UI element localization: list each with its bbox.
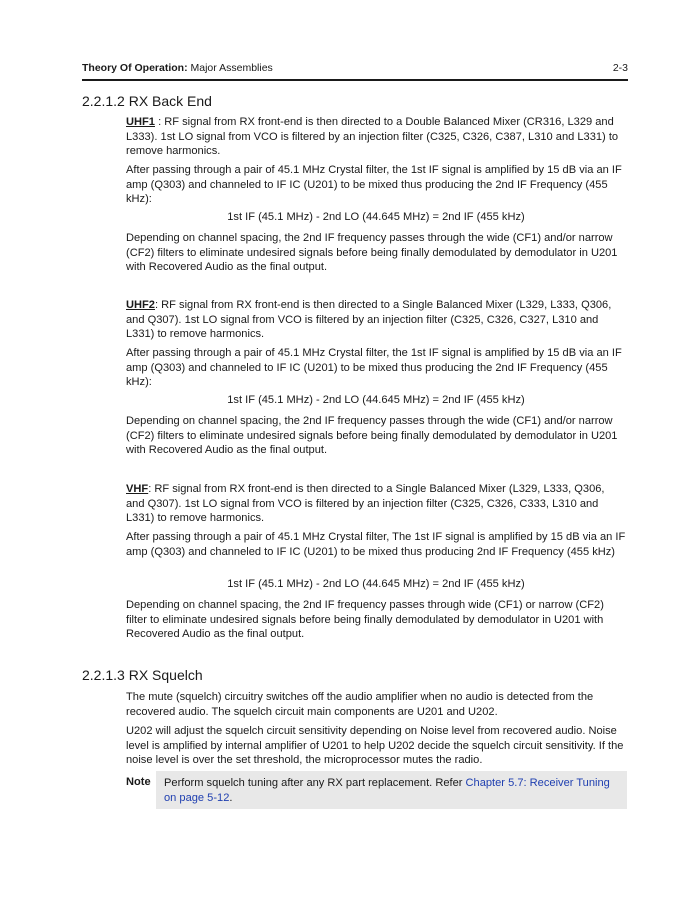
note-body: Perform squelch tuning after any RX part replacement. Refer [164,777,466,789]
vhf-paragraph-3: Depending on channel spacing, the 2nd IF frequency passes through wide (CF1) or narrow (CF2) filter to eliminate undesired signals before being finally demodulated by demodulator in U201 with Recovered Audio as the final output. [126,599,604,641]
uhf1-formula: 1st IF (45.1 MHz) - 2nd LO (44.645 MHz) = 2nd IF (455 kHz) [227,211,525,223]
vhf-label: VHF [126,483,149,495]
uhf2-p1-text: : RF signal from RX front-end is then directed to a Single Balanced Mixer (L329, L333, Q306, and Q307). 1st LO signal from VCO is filtered by an injection filter (C325, C326, C327, L310 and L331) to remove harmonics. [126,299,612,341]
heading-rx-back-end: 2.2.1.2 RX Back End [82,93,212,109]
vhf-p1-text: : RF signal from RX front-end is then directed to a Single Balanced Mixer (L329, L333, Q306, and Q307). 1st LO signal from VCO is filtered by an injection filter (C325, C326, C333, L310 and L331) to remove harmonics. [126,483,605,525]
header-chapter: Theory Of Operation: [82,62,188,74]
uhf2-paragraph-2: After passing through a pair of 45.1 MHz Crystal filter, the 1st IF signal is amplified by 15 dB via an IF amp (Q303) and channeled to IF IC (U201) to be mixed thus producing the 2nd IF Frequency (455 kHz): [126,347,622,389]
header-subtitle: Major Assemblies [187,62,273,74]
squelch-paragraph-2: U202 will adjust the squelch circuit sensitivity depending on Noise level from recovered audio. Noise level is amplified by internal amplifier of U201 to help U202 decide the squelch circuit sensitivity. If the noise level is over the set threshold, the microprocessor mutes the radio. [126,725,624,767]
uhf1-paragraph-1 [126,115,626,159]
note-label: Note [126,776,151,788]
uhf2-paragraph-3: Depending on channel spacing, the 2nd IF frequency passes through the wide (CF1) and/or narrow (CF2) filters to eliminate undesired signals before being finally demodulated by demodulator in U201 with Recovered Audio as the final output. [126,415,618,457]
uhf1-paragraph-2: After passing through a pair of 45.1 MHz Crystal filter, the 1st IF signal is amplified by 15 dB via an IF amp (Q303) and channeled to IF IC (U201) to be mixed thus producing the 2nd IF Frequency (455 kHz): [126,164,622,206]
vhf-paragraph-1 [126,482,626,526]
page-header [82,62,628,74]
note-end: . [229,791,233,804]
uhf2-label: UHF2 [126,299,155,311]
uhf1-p1-text: : RF signal from RX front-end is then directed to a Double Balanced Mixer (CR316, L329 and L333). 1st LO signal from VCO is filtered by an injection filter (C325, C326, C387, L310 and L331) to remove harmonics. [126,116,619,158]
squelch-paragraph-1: The mute (squelch) circuitry switches off the audio amplifier when no audio is detected from the recovered audio. The squelch circuit main components are U201 and U202. [126,691,594,718]
uhf1-label: UHF1 [126,116,155,128]
uhf2-paragraph-1 [126,298,626,342]
page-number: 2-3 [612,62,628,74]
receiver-tuning-link[interactable]: Chapter 5.7: Receiver Tuning on page 5-12 [164,777,610,804]
vhf-formula: 1st IF (45.1 MHz) - 2nd LO (44.645 MHz) = 2nd IF (455 kHz) [227,578,525,590]
uhf2-formula: 1st IF (45.1 MHz) - 2nd LO (44.645 MHz) = 2nd IF (455 kHz) [227,394,525,406]
header-rule [82,79,628,81]
vhf-paragraph-2: After passing through a pair of 45.1 MHz Crystal filter, The 1st IF signal is amplified by 15 dB via an IF amp (Q303) and channeled to IF IC (U201) to be mixed thus producing 2nd IF Frequency (455 kHz) [126,531,626,558]
uhf1-paragraph-3: Depending on channel spacing, the 2nd IF frequency passes through the wide (CF1) and/or narrow (CF2) filters to eliminate undesired signals before being finally demodulated by demodulator in U201 with Recovered Audio as the final output. [126,232,618,274]
heading-rx-squelch: 2.2.1.3 RX Squelch [82,667,203,683]
note-text [164,776,624,805]
header-section-title [82,62,273,74]
